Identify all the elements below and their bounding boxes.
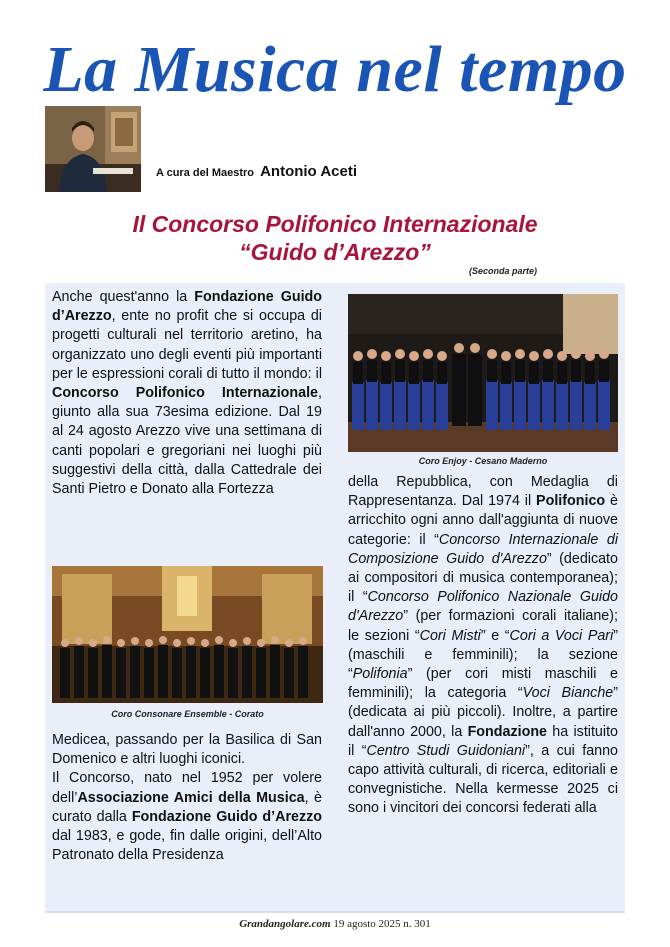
paragraph: Medicea, passando per la Basilica di San Domenico e altri luoghi iconici. bbox=[52, 732, 322, 768]
footer bbox=[0, 918, 670, 930]
photo-coro-enjoy bbox=[348, 294, 618, 452]
article-title-line1: Il Concorso Polifonico Internazionale bbox=[132, 211, 538, 237]
byline-prefix: A cura del Maestro bbox=[156, 167, 255, 179]
article-part-label: (Seconda parte) bbox=[469, 266, 538, 276]
footer-site-link[interactable]: Grandangolare.com bbox=[239, 918, 331, 930]
byline-author: Antonio Aceti bbox=[260, 163, 358, 180]
byline bbox=[156, 163, 357, 180]
masthead-title: La Musica nel tempo bbox=[43, 33, 627, 106]
photo-coro-consonare bbox=[52, 566, 323, 703]
paragraph: Il Concorso, nato nel 1952 per volere dell’Associazione Amici della Musica, è curato dalla Fondazione Guido d’Arezzo dal 1983, e gode, fin dalle origini, dell’Alto Patronato della Presidenza bbox=[52, 770, 322, 864]
author-photo bbox=[45, 106, 141, 192]
photo-caption-enjoy: Coro Enjoy - Cesano Maderno bbox=[418, 456, 548, 466]
photo-caption-consonare: Coro Consonare Ensemble - Corato bbox=[111, 709, 264, 719]
paragraph: della Repubblica, con Medaglia di Rappresentanza. Dal 1974 il Polifonico è arricchito ogni anno dall'aggiunta di nuove categorie: il “Concorso Internazionale di Composizione Guido d'Arezzo” (dedicato ai compositori di musica contemporanea); il “Concorso Polifonico Nazionale Guido d'Arezzo” (per formazioni corali italiane); le sezioni “Cori Misti” e “Cori a Voci Pari” (maschili e femminili); la sezione “Polifonia” (per cori misti maschili e femminili); la categoria “Voci Bianche” (dedicata ai più piccoli). Inoltre, a partire dall'anno 2000, la Fondazione ha istituito il “Centro Studi Guidoniani”, a cui fanno capo attività culturali, di ricerca, editoriali e convegnistiche. Nella kermesse 2025 ci sono i vincitori dei concorsi federati alla bbox=[348, 474, 619, 817]
paragraph: Anche quest'anno la Fondazione Guido d’Arezzo, ente no profit che si occupa di progetti culturali nel territorio aretino, ha organizzato uno degli eventi più importanti per le espressioni corali di tutto il mondo: il Concorso Polifonico Internazionale, giunto alla sua 73esima edizione. Dal 19 al 24 agosto Arezzo vive una settimana di canti popolari e gregoriani nei luoghi più suggestivi della città, dalla Cattedrale dei Santi Pietro e Donato alla Fortezza bbox=[52, 289, 323, 498]
article-column1-top bbox=[52, 288, 322, 499]
article-column2 bbox=[348, 473, 618, 819]
footer-rule bbox=[45, 911, 625, 913]
article-column1-bottom bbox=[52, 731, 322, 865]
article-title-line2: “Guido d’Arezzo” bbox=[239, 239, 431, 265]
footer-date: 19 agosto 2025 n. 301 bbox=[333, 918, 431, 930]
article-title bbox=[0, 210, 670, 266]
